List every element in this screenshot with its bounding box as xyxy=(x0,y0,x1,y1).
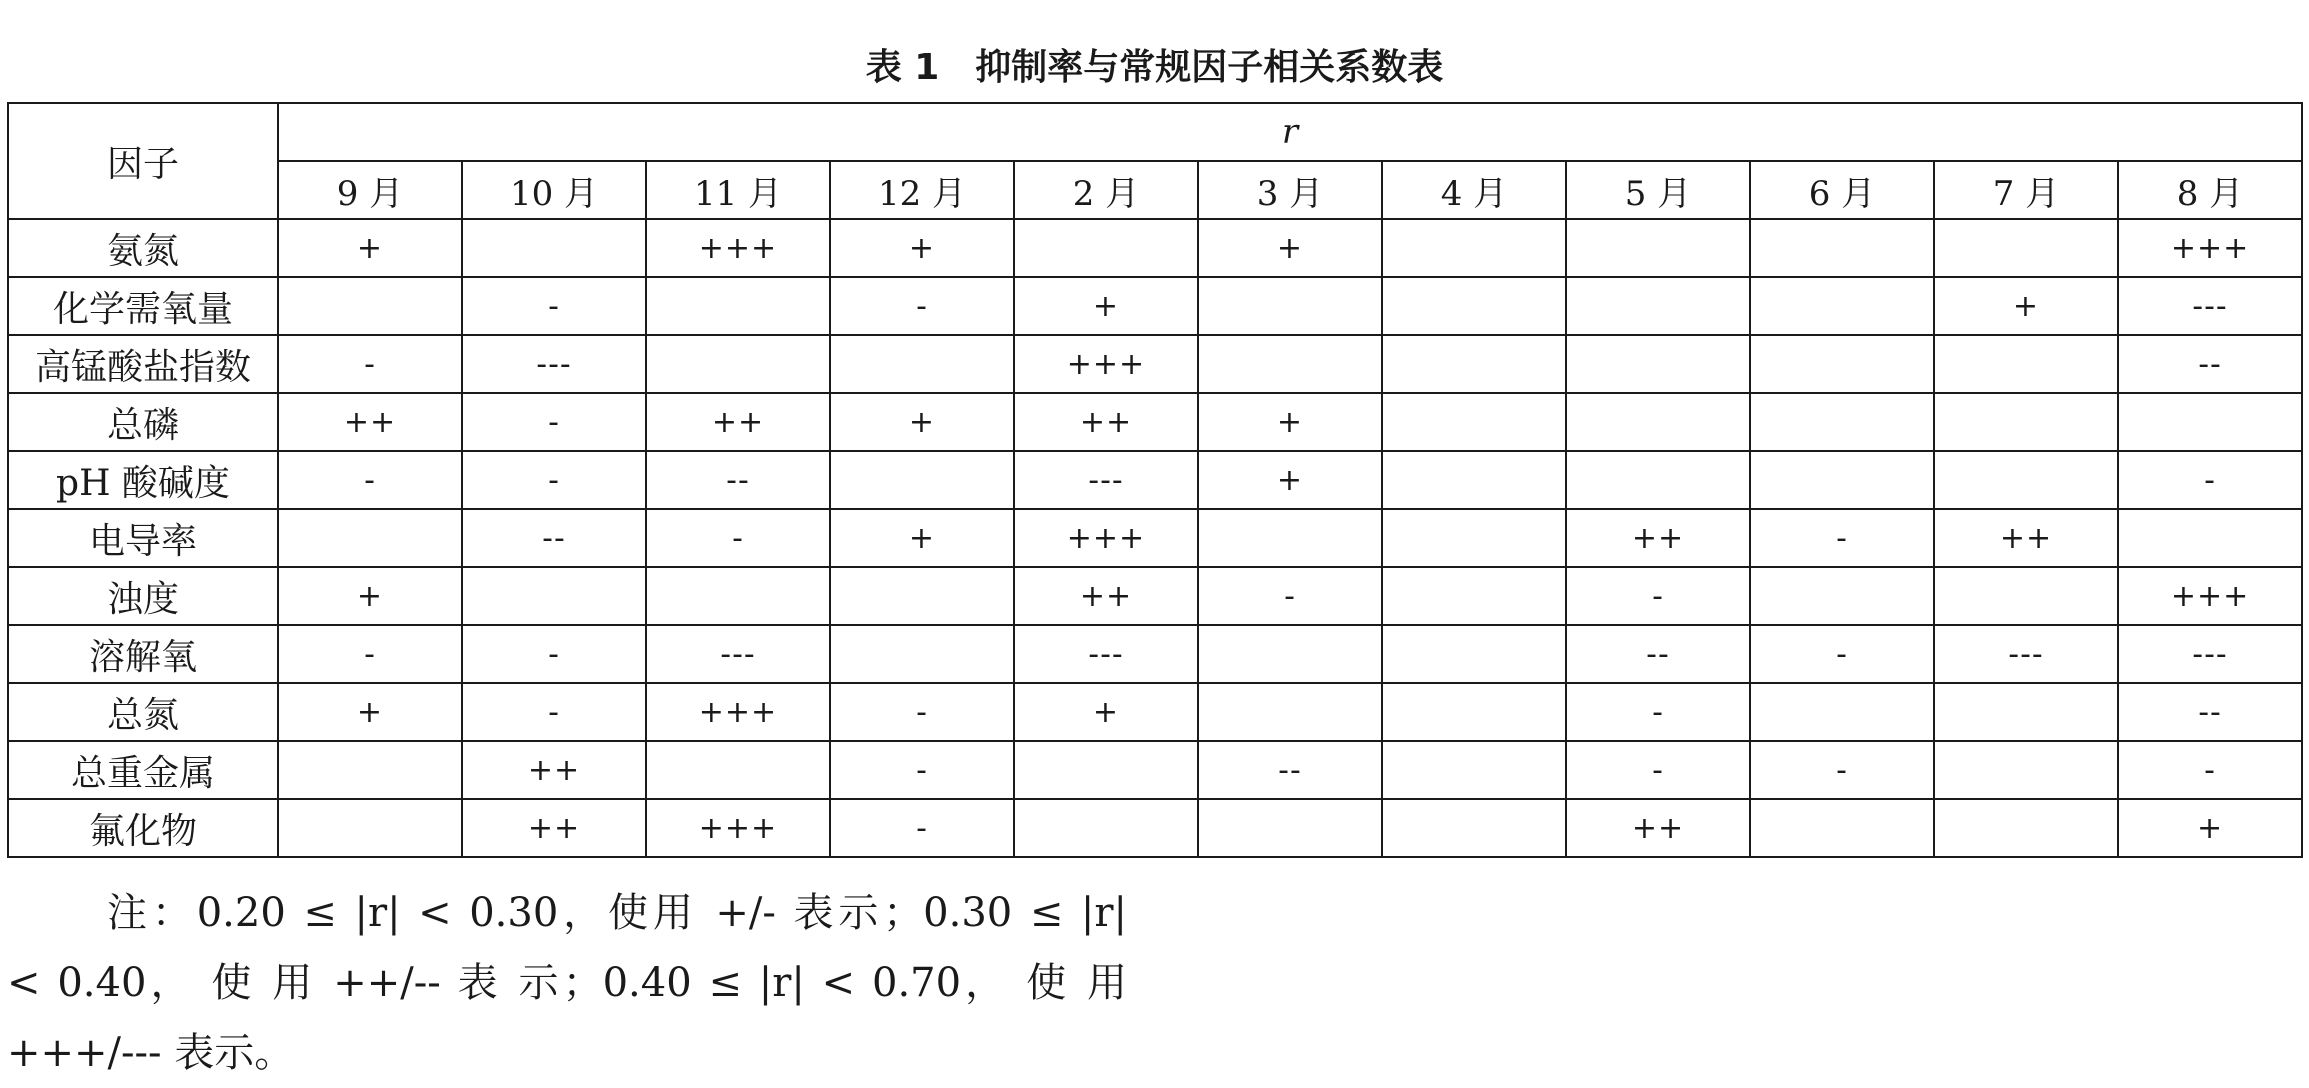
month-header: 2 月 xyxy=(1014,161,1198,219)
correlation-cell xyxy=(1750,393,1934,451)
table-row xyxy=(8,683,2302,741)
month-header: 8 月 xyxy=(2118,161,2302,219)
correlation-cell xyxy=(1382,393,1566,451)
correlation-cell xyxy=(1934,219,2118,277)
correlation-cell: + xyxy=(1934,277,2118,335)
factor-label: 氨氮 xyxy=(8,219,278,277)
correlation-cell xyxy=(1198,335,1382,393)
correlation-cell: - xyxy=(830,799,1014,857)
correlation-cell xyxy=(1750,567,1934,625)
correlation-cell xyxy=(646,567,830,625)
correlation-cell xyxy=(646,741,830,799)
factor-label: 氟化物 xyxy=(8,799,278,857)
month-header: 12 月 xyxy=(830,161,1014,219)
table-caption: 表 1 抑制率与常规因子相关系数表 xyxy=(865,47,1444,88)
correlation-cell xyxy=(1014,799,1198,857)
month-header: 9 月 xyxy=(278,161,462,219)
correlation-cell xyxy=(1382,567,1566,625)
note-line-1: 注：0.20 ≤ |r| < 0.30，使用 +/- 表示；0.30 ≤ |r| xyxy=(107,890,1127,936)
correlation-cell: +++ xyxy=(1014,335,1198,393)
correlation-cell xyxy=(1014,219,1198,277)
month-header: 10 月 xyxy=(462,161,646,219)
correlation-cell: - xyxy=(1750,625,1934,683)
correlation-cell xyxy=(1382,335,1566,393)
note-line-3: +++/--- 表示。 xyxy=(7,1030,295,1076)
correlation-cell xyxy=(1382,277,1566,335)
correlation-cell: - xyxy=(462,683,646,741)
correlation-cell: - xyxy=(1750,741,1934,799)
correlation-cell xyxy=(830,567,1014,625)
correlation-cell: - xyxy=(2118,451,2302,509)
correlation-cell xyxy=(1198,277,1382,335)
factor-label: 浊度 xyxy=(8,567,278,625)
month-header: 7 月 xyxy=(1934,161,2118,219)
correlation-cell: + xyxy=(1014,277,1198,335)
correlation-cell: - xyxy=(830,277,1014,335)
correlation-cell: + xyxy=(1198,393,1382,451)
factor-label: 总重金属 xyxy=(8,741,278,799)
correlation-cell: ++ xyxy=(646,393,830,451)
month-header: 4 月 xyxy=(1382,161,1566,219)
correlation-cell: --- xyxy=(1014,625,1198,683)
correlation-cell xyxy=(1750,451,1934,509)
correlation-table xyxy=(7,102,2303,858)
correlation-cell xyxy=(1566,393,1750,451)
correlation-cell: - xyxy=(278,625,462,683)
correlation-cell: + xyxy=(1198,219,1382,277)
correlation-cell: +++ xyxy=(2118,567,2302,625)
correlation-cell: + xyxy=(278,567,462,625)
correlation-cell xyxy=(1934,393,2118,451)
factor-label: 化学需氧量 xyxy=(8,277,278,335)
correlation-cell: + xyxy=(1014,683,1198,741)
correlation-cell: --- xyxy=(2118,277,2302,335)
table-body xyxy=(8,219,2302,857)
correlation-cell xyxy=(1934,567,2118,625)
correlation-cell: ++ xyxy=(462,741,646,799)
factor-label: pH 酸碱度 xyxy=(8,451,278,509)
correlation-cell: - xyxy=(830,741,1014,799)
table-row xyxy=(8,335,2302,393)
correlation-cell: ++ xyxy=(1934,509,2118,567)
month-header: 3 月 xyxy=(1198,161,1382,219)
correlation-cell: + xyxy=(278,219,462,277)
correlation-cell: +++ xyxy=(646,683,830,741)
correlation-cell: - xyxy=(1750,509,1934,567)
correlation-cell: - xyxy=(1566,683,1750,741)
factor-column-header: 因子 xyxy=(8,103,278,219)
correlation-cell: -- xyxy=(2118,335,2302,393)
factor-label: 电导率 xyxy=(8,509,278,567)
r-column-header: r xyxy=(278,103,2302,161)
correlation-cell xyxy=(278,277,462,335)
table-row xyxy=(8,625,2302,683)
correlation-cell xyxy=(1566,451,1750,509)
factor-label: 高锰酸盐指数 xyxy=(8,335,278,393)
correlation-cell: - xyxy=(830,683,1014,741)
table-row xyxy=(8,741,2302,799)
correlation-cell xyxy=(1382,509,1566,567)
correlation-cell xyxy=(1566,277,1750,335)
correlation-cell: +++ xyxy=(1014,509,1198,567)
correlation-cell: ++ xyxy=(1014,393,1198,451)
month-header: 5 月 xyxy=(1566,161,1750,219)
correlation-cell xyxy=(2118,509,2302,567)
correlation-cell: - xyxy=(646,509,830,567)
correlation-cell: - xyxy=(462,451,646,509)
correlation-cell xyxy=(278,509,462,567)
correlation-cell xyxy=(1198,683,1382,741)
table-row xyxy=(8,393,2302,451)
correlation-cell xyxy=(1382,741,1566,799)
correlation-cell xyxy=(1198,625,1382,683)
correlation-cell: - xyxy=(1566,567,1750,625)
month-header: 6 月 xyxy=(1750,161,1934,219)
correlation-cell xyxy=(278,741,462,799)
correlation-cell: ++ xyxy=(278,393,462,451)
factor-label: 溶解氧 xyxy=(8,625,278,683)
correlation-cell xyxy=(830,625,1014,683)
correlation-cell: ++ xyxy=(462,799,646,857)
table-row xyxy=(8,567,2302,625)
correlation-cell: - xyxy=(1566,741,1750,799)
table-row xyxy=(8,509,2302,567)
correlation-cell: --- xyxy=(1014,451,1198,509)
factor-label: 总氮 xyxy=(8,683,278,741)
correlation-cell xyxy=(1382,451,1566,509)
correlation-cell: - xyxy=(278,451,462,509)
correlation-cell: - xyxy=(278,335,462,393)
correlation-cell: + xyxy=(2118,799,2302,857)
correlation-cell xyxy=(1934,683,2118,741)
correlation-cell xyxy=(1934,451,2118,509)
correlation-cell: -- xyxy=(1198,741,1382,799)
correlation-cell xyxy=(1934,335,2118,393)
correlation-cell: ++ xyxy=(1566,799,1750,857)
note-line-2: < 0.40， 使 用 ++/-- 表 示；0.40 ≤ |r| < 0.70， 使 用 xyxy=(7,960,1127,1006)
correlation-cell: + xyxy=(830,509,1014,567)
correlation-cell: --- xyxy=(1934,625,2118,683)
correlation-cell: --- xyxy=(2118,625,2302,683)
factor-label: 总磷 xyxy=(8,393,278,451)
correlation-cell xyxy=(2118,393,2302,451)
correlation-cell: + xyxy=(830,219,1014,277)
correlation-cell xyxy=(1014,741,1198,799)
correlation-cell: - xyxy=(1198,567,1382,625)
correlation-cell xyxy=(646,277,830,335)
correlation-cell: +++ xyxy=(2118,219,2302,277)
correlation-cell xyxy=(830,335,1014,393)
correlation-cell xyxy=(462,219,646,277)
correlation-cell xyxy=(1382,219,1566,277)
header-row-r xyxy=(8,103,2302,161)
correlation-cell xyxy=(1750,799,1934,857)
correlation-cell: ++ xyxy=(1014,567,1198,625)
header-row-months xyxy=(8,161,2302,219)
correlation-cell xyxy=(1934,799,2118,857)
correlation-cell: + xyxy=(830,393,1014,451)
table-row xyxy=(8,799,2302,857)
correlation-cell: -- xyxy=(1566,625,1750,683)
correlation-cell xyxy=(1198,799,1382,857)
correlation-cell: -- xyxy=(646,451,830,509)
correlation-cell xyxy=(1750,683,1934,741)
correlation-cell xyxy=(1566,335,1750,393)
correlation-cell xyxy=(462,567,646,625)
correlation-cell xyxy=(1198,509,1382,567)
correlation-cell xyxy=(1382,683,1566,741)
correlation-cell xyxy=(1382,799,1566,857)
table-row xyxy=(8,277,2302,335)
correlation-cell xyxy=(830,451,1014,509)
correlation-cell xyxy=(278,799,462,857)
month-header: 11 月 xyxy=(646,161,830,219)
correlation-cell xyxy=(1750,219,1934,277)
table-note xyxy=(7,878,1127,1088)
table-row xyxy=(8,451,2302,509)
correlation-cell xyxy=(1382,625,1566,683)
correlation-cell: - xyxy=(462,625,646,683)
correlation-cell xyxy=(646,335,830,393)
correlation-cell: - xyxy=(462,393,646,451)
correlation-cell: + xyxy=(1198,451,1382,509)
correlation-cell: + xyxy=(278,683,462,741)
correlation-cell xyxy=(1750,277,1934,335)
correlation-cell: +++ xyxy=(646,219,830,277)
correlation-cell: - xyxy=(462,277,646,335)
table-row xyxy=(8,219,2302,277)
correlation-cell: ++ xyxy=(1566,509,1750,567)
correlation-cell: - xyxy=(2118,741,2302,799)
correlation-cell: --- xyxy=(646,625,830,683)
correlation-cell: --- xyxy=(462,335,646,393)
correlation-cell xyxy=(1750,335,1934,393)
correlation-cell xyxy=(1934,741,2118,799)
correlation-cell: -- xyxy=(2118,683,2302,741)
correlation-cell: +++ xyxy=(646,799,830,857)
correlation-cell xyxy=(1566,219,1750,277)
correlation-cell: -- xyxy=(462,509,646,567)
